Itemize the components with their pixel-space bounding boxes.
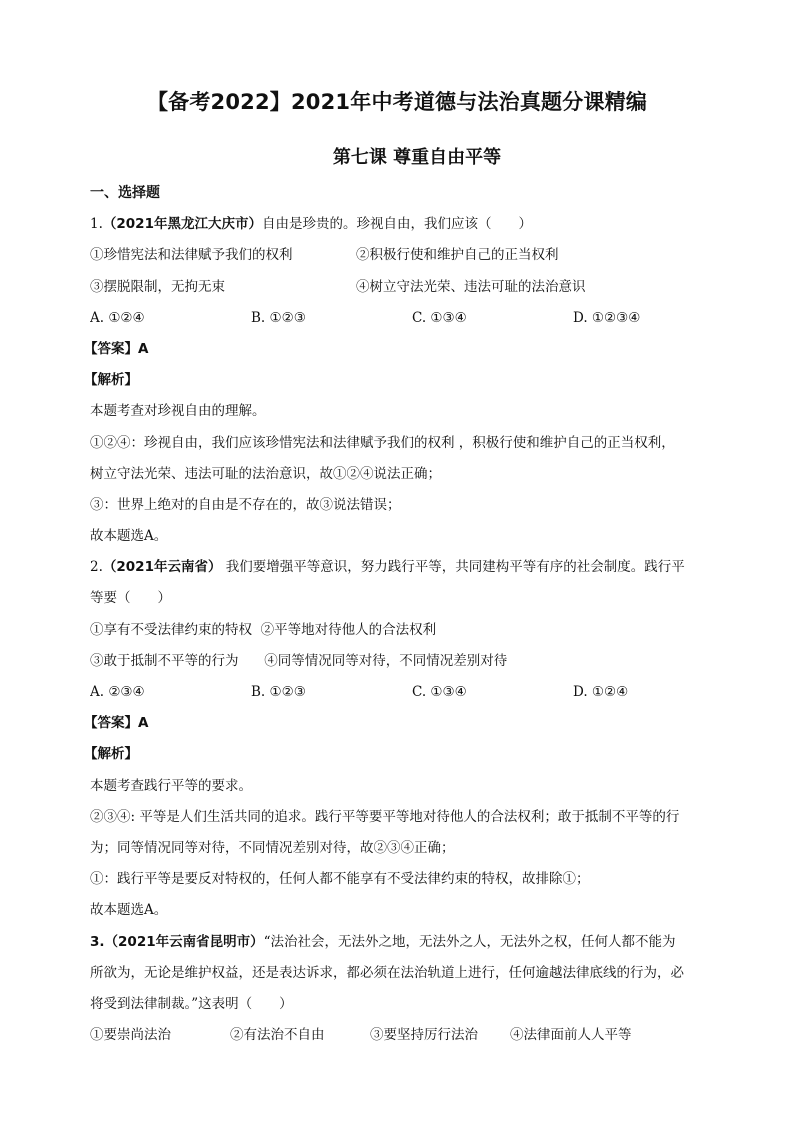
option-item: ①享有不受法律约束的特权 bbox=[90, 621, 252, 638]
question-text: 自由是珍贵的。珍视自由，我们应该（ ） bbox=[261, 216, 532, 233]
analysis-label: 【解析】 bbox=[84, 746, 138, 763]
option-item: ④法律面前人人平等 bbox=[510, 1027, 632, 1044]
question-number: 1. bbox=[90, 216, 103, 233]
choice-d: D. ①②③④ bbox=[573, 309, 641, 326]
option-item: ③要坚持厉行法治 bbox=[370, 1027, 478, 1044]
question-1-options-row-1 bbox=[90, 240, 710, 271]
choice-d: D. ①②④ bbox=[573, 684, 629, 700]
question-3-stem bbox=[90, 927, 710, 958]
option-item: ③敢于抵制不平等的行为 bbox=[90, 652, 239, 669]
answer-label: 【答案】A bbox=[84, 715, 149, 732]
analysis-line: ①②④：珍视自由，我们应该珍惜宪法和法律赋予我们的权利 ，积极行使和维护自己的正当权利， bbox=[90, 434, 675, 451]
choice-c: C. ①③④ bbox=[412, 309, 467, 326]
choice-a: A. ①②④ bbox=[90, 309, 145, 326]
question-2-options-row-1 bbox=[90, 615, 710, 646]
document-title: 【备考2022】2021年中考道德与法治真题分课精编 bbox=[146, 90, 648, 114]
document-body bbox=[84, 178, 710, 1051]
question-text: “法治社会，无法外之地，无法外之人，无法外之权，任何人都不能为 bbox=[263, 933, 676, 950]
question-text-continued: 将受到法律制裁。”这表明（ ） bbox=[90, 995, 293, 1012]
analysis-label: 【解析】 bbox=[84, 372, 138, 389]
question-source: （2021年云南省昆明市） bbox=[104, 933, 264, 950]
section-heading: 一、选择题 bbox=[90, 185, 160, 201]
question-number: 2. bbox=[90, 559, 103, 576]
question-2-choices bbox=[90, 677, 710, 708]
analysis-line: 本题考查践行平等的要求。 bbox=[90, 777, 252, 794]
choice-b: B. ①②③ bbox=[251, 684, 306, 700]
question-3-options bbox=[90, 1020, 710, 1051]
option-item: ①要崇尚法治 bbox=[90, 1027, 171, 1044]
answer-label: 【答案】A bbox=[84, 340, 149, 357]
analysis-line: 为；同等情况同等对待，不同情况差别对待，故②③④正确； bbox=[90, 839, 455, 856]
analysis-line: ②③④: 平等是人们生活共同的追求。践行平等要平等地对待他人的合法权利；敢于抵制不平等的行 bbox=[90, 808, 680, 825]
option-item: ②平等地对待他人的合法权利 bbox=[260, 621, 437, 638]
question-2-options-row-2 bbox=[90, 646, 710, 677]
analysis-line: 本题考查对珍视自由的理解。 bbox=[90, 403, 266, 420]
choice-b: B. ①②③ bbox=[251, 309, 306, 326]
analysis-line: ①：践行平等是要反对特权的，任何人都不能享有不受法律约束的特权，故排除①； bbox=[90, 871, 590, 888]
option-item: ①珍惜宪法和法律赋予我们的权利 bbox=[90, 247, 293, 264]
choice-a: A. ②③④ bbox=[90, 684, 145, 700]
question-number: 3. bbox=[90, 933, 105, 950]
question-text-continued: 所欲为，无论是维护权益，还是表达诉求，都必须在法治轨道上进行，任何逾越法律底线的行为，必 bbox=[90, 964, 684, 981]
question-2-stem bbox=[90, 552, 710, 583]
question-1-stem bbox=[90, 209, 710, 240]
option-item: ②积极行使和维护自己的正当权利 bbox=[356, 247, 559, 264]
analysis-line: 故本题选A。 bbox=[90, 528, 168, 545]
question-1-options-row-2 bbox=[90, 272, 710, 303]
question-text-continued: 等要（ ） bbox=[90, 590, 171, 607]
option-item: ③摆脱限制，无拘无束 bbox=[90, 278, 225, 295]
choice-c: C. ①③④ bbox=[412, 684, 467, 700]
question-source: （2021年云南省） bbox=[102, 559, 222, 576]
option-item: ②有法治不自由 bbox=[230, 1027, 325, 1044]
question-text: 我们要增强平等意识，努力践行平等，共同建构平等有序的社会制度。践行平 bbox=[221, 559, 685, 576]
analysis-line: 故本题选A。 bbox=[90, 902, 168, 919]
question-1-choices bbox=[90, 303, 710, 334]
option-item: ④树立守法光荣、违法可耻的法治意识 bbox=[356, 278, 586, 295]
option-item: ④同等情况同等对待，不同情况差别对待 bbox=[264, 652, 508, 669]
analysis-line: 树立守法光荣、违法可耻的法治意识，故①②④说法正确； bbox=[90, 465, 441, 482]
lesson-subtitle: 第七课 尊重自由平等 bbox=[332, 147, 502, 168]
question-source: （2021年黑龙江大庆市） bbox=[102, 216, 262, 233]
analysis-line: ③：世界上绝对的自由是不存在的，故③说法错误； bbox=[90, 496, 401, 513]
